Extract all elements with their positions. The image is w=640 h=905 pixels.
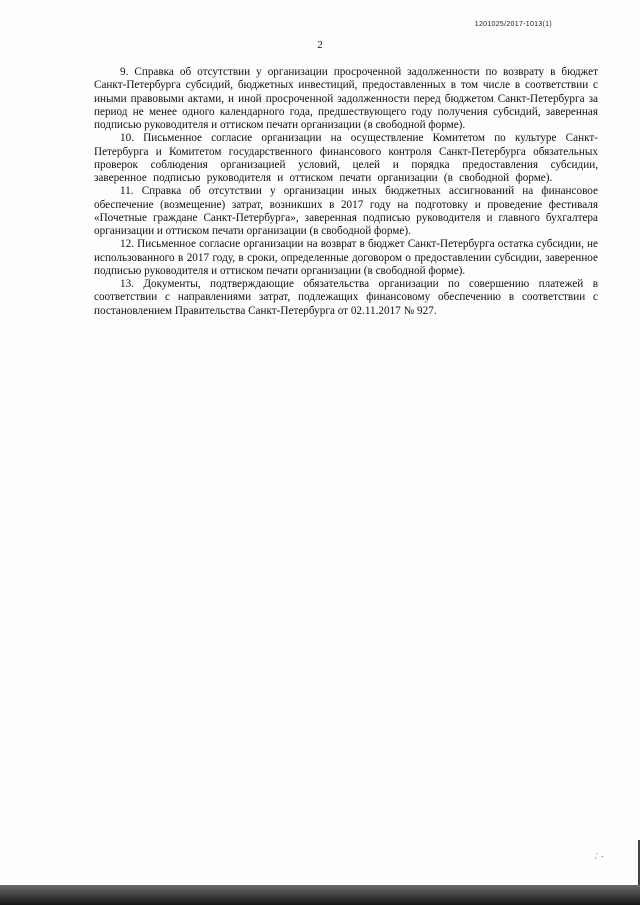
paragraph-item-11: 11. Справка об отсутствии у организации иных бюджетных ассигнований на финансовое обеспечение (возмещение) затрат, возникших в 2017 году на подготовку и проведение фестиваля «Почетные граждане Санкт-Петербурга», заверенная подписью руководителя и главного бухгалтера организации и оттиском печати организации (в свободной форме). bbox=[94, 185, 598, 237]
paragraph-item-10: 10. Письменное согласие организации на осуществление Комитетом по культуре Санкт-Петербурга и Комитетом государственного финансового контроля Санкт-Петербурга обязательных проверок соблюдения организацией условий, целей и порядка предоставления субсидии, заверенное подписью руководителя и оттиском печати организации (в свободной форме). bbox=[94, 132, 598, 184]
document-body bbox=[94, 66, 598, 318]
scan-bottom-shadow bbox=[0, 885, 640, 905]
paragraph-item-13: 13. Документы, подтверждающие обязательства организации по совершению платежей в соответствии с направлениями затрат, подлежащих финансовому обеспечению в соответствии с постановлением Правительства Санкт-Петербурга от 02.11.2017 № 927. bbox=[94, 278, 598, 317]
paragraph-item-9: 9. Справка об отсутствии у организации просроченной задолженности по возврату в бюджет Санкт-Петербурга субсидий, бюджетных инвестиций, предоставленных в том числе в соответствии с иными правовыми актами, и иной просроченной задолженности перед бюджетом Санкт-Петербурга за период не менее одного календарного года, предшествующего году получения субсидий, заверенная подписью руководителя и оттиском печати организации (в свободной форме). bbox=[94, 66, 598, 131]
scan-noise-marks: ·˙. bbox=[592, 850, 605, 863]
paragraph-item-12: 12. Письменное согласие организации на возврат в бюджет Санкт-Петербурга остатка субсидии, не использованного в 2017 году, в сроки, определенные договором о предоставлении субсидии, заверенное подписью руководителя и оттиском печати организации (в свободной форме). bbox=[94, 238, 598, 277]
document-registration-code: 1201025/2017-1013(1) bbox=[474, 21, 552, 28]
page-number: 2 bbox=[317, 39, 323, 51]
